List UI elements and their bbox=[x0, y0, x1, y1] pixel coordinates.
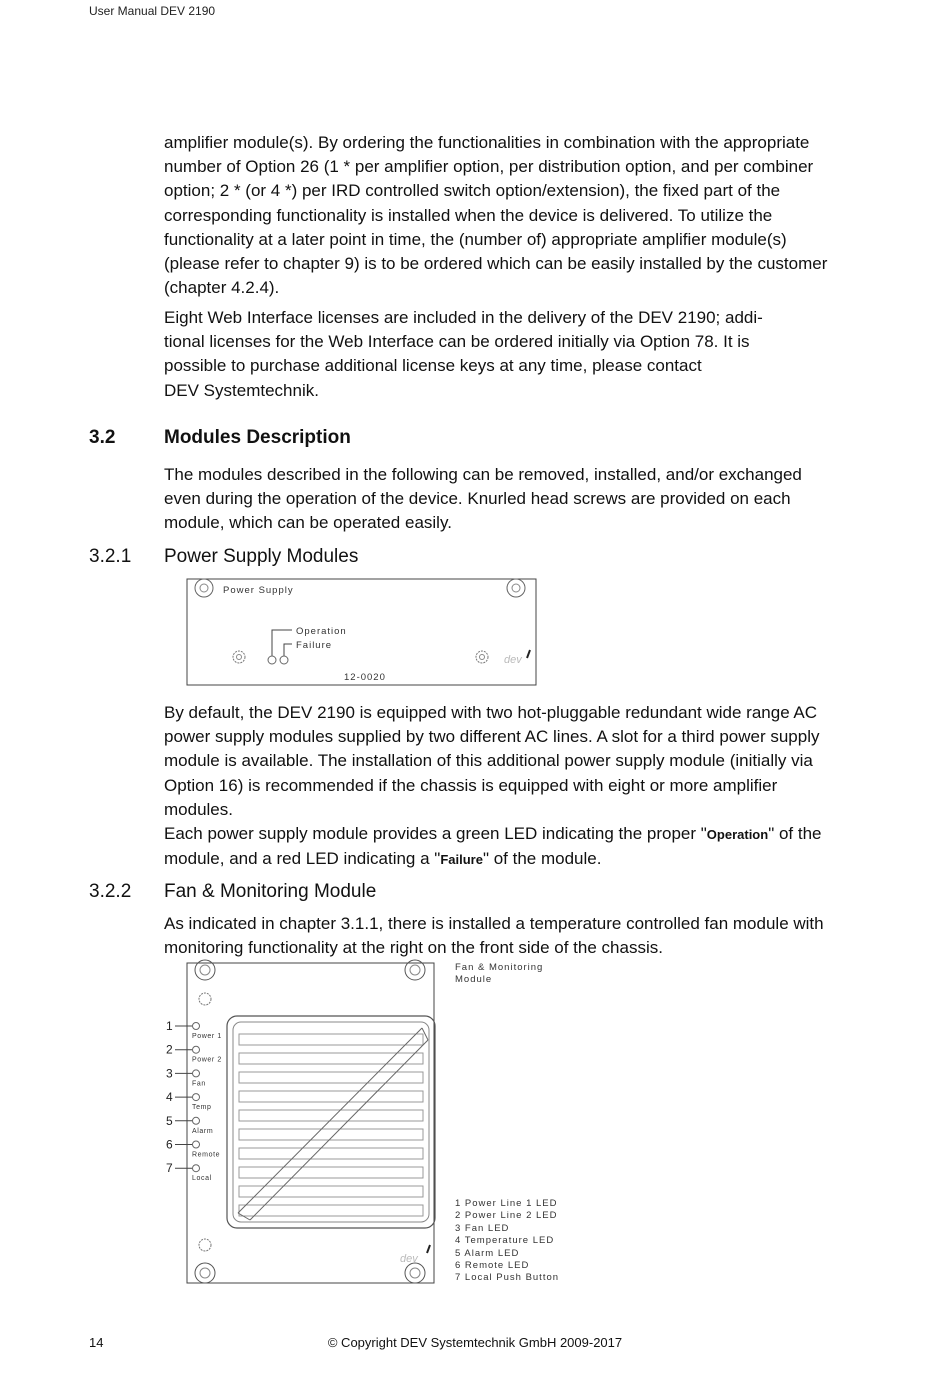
svg-text:dev: dev bbox=[504, 654, 522, 666]
dev-logo-icon bbox=[504, 650, 530, 666]
led-1 bbox=[166, 1019, 222, 1040]
legend-item: 4 Temperature LED bbox=[455, 1235, 555, 1247]
led-label: Local bbox=[192, 1175, 212, 1183]
text-span: Each power supply module provides a green LED indicating the proper " bbox=[164, 824, 707, 843]
section-number-3-2: 3.2 bbox=[89, 427, 116, 448]
led-icon bbox=[193, 1117, 200, 1124]
paragraph-leds bbox=[164, 822, 836, 872]
screw-icon bbox=[199, 1239, 211, 1251]
led-label: Temp bbox=[192, 1104, 212, 1112]
led-6 bbox=[166, 1138, 220, 1159]
paragraph-licenses bbox=[164, 306, 836, 403]
grille-slat bbox=[239, 1148, 423, 1159]
paragraph-fan-module: As indicated in chapter 3.1.1, there is installed a temperature controlled fan module with monitoring functionality at the right on the front side of the chassis. bbox=[164, 914, 824, 958]
copyright-footer: © Copyright DEV Systemtechnik GmbH 2009-2017 bbox=[327, 1335, 623, 1350]
led-3 bbox=[166, 1066, 206, 1087]
led-number: 7 bbox=[166, 1161, 173, 1176]
grille-slat bbox=[239, 1186, 423, 1197]
grille-slat bbox=[239, 1091, 423, 1102]
grille-slat bbox=[239, 1167, 423, 1178]
led-7 bbox=[166, 1161, 212, 1182]
led-number: 4 bbox=[166, 1090, 173, 1105]
legend-item: 7 Local Push Button bbox=[455, 1272, 560, 1284]
operation-led-icon bbox=[268, 656, 276, 664]
fan-monitoring-figure bbox=[160, 958, 440, 1288]
svg-text:dev: dev bbox=[400, 1253, 418, 1265]
fan-grille bbox=[227, 1016, 435, 1228]
fm-title-line: Module bbox=[455, 974, 493, 986]
page-number: 14 bbox=[89, 1335, 104, 1350]
screw-icon bbox=[476, 651, 488, 663]
text-span: " of the module, and a red LED indicating a " bbox=[164, 824, 822, 869]
led-label: Power 2 bbox=[192, 1056, 222, 1064]
paragraph-line: Eight Web Interface licenses are included in the delivery of the DEV 2190; addi- bbox=[164, 308, 763, 327]
led-label: Fan bbox=[192, 1080, 206, 1088]
screw-icon bbox=[405, 1263, 425, 1283]
led-number: 2 bbox=[166, 1042, 173, 1057]
led-icon bbox=[193, 1094, 200, 1101]
section-title-fan-monitoring: Fan & Monitoring Module bbox=[164, 881, 377, 902]
section-title-power-supply: Power Supply Modules bbox=[164, 546, 359, 567]
legend-item: 3 Fan LED bbox=[455, 1222, 510, 1234]
section-title-modules-description: Modules Description bbox=[164, 427, 351, 448]
screw-icon bbox=[507, 579, 525, 597]
power-supply-figure bbox=[186, 578, 538, 688]
led-number: 5 bbox=[166, 1113, 173, 1128]
led-4 bbox=[166, 1090, 212, 1111]
dev-logo-icon bbox=[400, 1245, 430, 1265]
grille-slat bbox=[239, 1034, 423, 1045]
led-label: Remote bbox=[192, 1151, 221, 1159]
ps-code-label: 12-0020 bbox=[344, 672, 386, 683]
paragraph-power-supply: By default, the DEV 2190 is equipped with two hot-pluggable redundant wide range AC power supply modules supplied by two different AC lines. A slot for a third power supply module is available. The installation of this additional power supply module (initially via Option 16) is recommended if the chassis is equipped with eight or more amplifier modules. bbox=[164, 703, 820, 819]
screw-icon bbox=[233, 651, 245, 663]
failure-term: Failure bbox=[440, 852, 483, 868]
led-number: 6 bbox=[166, 1137, 173, 1152]
text-span: " of the module. bbox=[482, 849, 602, 869]
paragraph-options: amplifier module(s). By ordering the functionalities in combination with the appropriate number of Option 26 (1 * per amplifier option, per distribution option, and per combiner option; 2 * (or 4 *) per IRD controlled switch option/extension), the fixed part of the corresponding functionality is installed when the device is delivered. To utilize the functionality at a later point in time, the (number of) appropriate amplifier module(s) (please refer to chapter 9) is to be ordered which can be easily installed by the customer (chapter 4.2.4). bbox=[164, 133, 828, 298]
running-header: User Manual DEV 2190 bbox=[89, 4, 216, 18]
paragraph-modules-intro: The modules described in the following can be removed, installed, and/or exchanged even during the operation of the device. Knurled head screws are provided on each module, which can be operated easily. bbox=[164, 465, 802, 533]
section-number-3-2-2: 3.2.2 bbox=[89, 881, 132, 902]
legend-item: 2 Power Line 2 LED bbox=[455, 1210, 558, 1222]
ps-failure-label: Failure bbox=[296, 640, 333, 651]
legend-item: 6 Remote LED bbox=[455, 1260, 530, 1272]
grille-slat bbox=[239, 1205, 423, 1216]
led-number: 3 bbox=[166, 1066, 173, 1081]
failure-led-icon bbox=[280, 656, 288, 664]
led-icon bbox=[193, 1046, 200, 1053]
led-2 bbox=[166, 1043, 222, 1064]
section-number-3-2-1: 3.2.1 bbox=[89, 546, 132, 567]
legend-item: 5 Alarm LED bbox=[455, 1247, 520, 1259]
screw-icon bbox=[199, 993, 211, 1005]
led-icon bbox=[193, 1141, 200, 1148]
fm-title bbox=[455, 962, 543, 987]
legend-item: 1 Power Line 1 LED bbox=[455, 1198, 558, 1209]
led-number: 1 bbox=[166, 1019, 173, 1033]
fm-title-line: Fan & Monitoring bbox=[455, 962, 544, 973]
screw-icon bbox=[195, 1263, 215, 1283]
ps-title-label: Power Supply bbox=[223, 585, 294, 596]
paragraph-line: possible to purchase additional license keys at any time, please contact bbox=[164, 356, 702, 376]
fm-legend bbox=[455, 1198, 559, 1285]
paragraph-line: DEV Systemtechnik. bbox=[164, 380, 319, 400]
operation-term: Operation bbox=[706, 827, 769, 842]
led-icon bbox=[193, 1023, 200, 1030]
paragraph-line: tional licenses for the Web Interface can be ordered initially via Option 78. It is bbox=[164, 332, 750, 352]
led-label: Alarm bbox=[192, 1127, 214, 1135]
screw-icon bbox=[195, 579, 213, 597]
led-label: Power 1 bbox=[192, 1033, 222, 1040]
led-icon bbox=[193, 1070, 200, 1077]
ps-operation-label: Operation bbox=[296, 626, 347, 637]
led-icon bbox=[193, 1165, 200, 1172]
led-5 bbox=[166, 1114, 213, 1135]
